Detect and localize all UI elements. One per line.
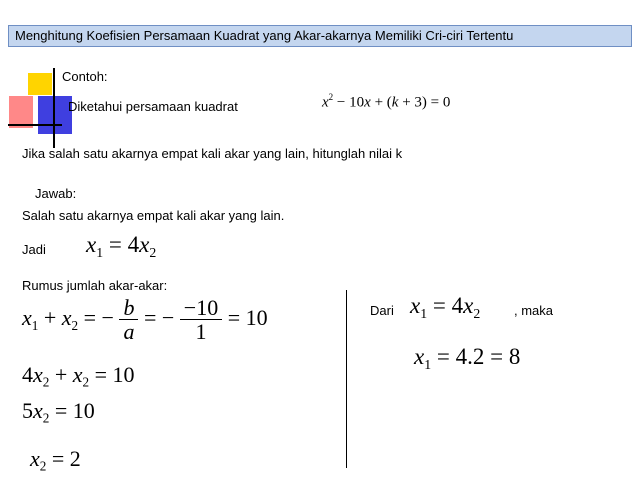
frac-b: b — [119, 296, 138, 320]
sum-equation — [22, 296, 268, 344]
step2-plus: + — [49, 362, 73, 387]
slide-title: Menghitung Koefisien Persamaan Kuadrat yang Akar-akarnya Memiliki Cri-ciri Tertentu — [8, 25, 632, 47]
jadi-x2: x — [139, 232, 150, 257]
question-text: Jika salah satu akarnya empat kali akar yang lain, hitunglah nilai k — [22, 146, 403, 161]
answer-intro: Salah satu akarnya empat kali akar yang lain. — [22, 208, 285, 223]
sum-x1: x — [22, 305, 32, 331]
sum-x1-sub: 1 — [31, 317, 39, 333]
jadi-x1: x — [86, 232, 97, 257]
fraction-b-over-a — [119, 296, 138, 344]
given-label: Diketahui persamaan kuadrat — [68, 99, 238, 114]
step3-x: x — [33, 398, 43, 423]
step3-equation — [22, 398, 95, 427]
sum-plus: + — [38, 305, 62, 331]
step3-rest: = 10 — [49, 398, 95, 423]
jadi-label: Jadi — [22, 242, 46, 257]
sum-label: Rumus jumlah akar-akar: — [22, 278, 168, 293]
step4-x: x — [30, 446, 40, 471]
dari-label: Dari — [370, 303, 394, 318]
step2-sub2: 2 — [82, 374, 90, 390]
maka-label: , maka — [514, 303, 554, 318]
decorative-horizontal-line — [8, 124, 62, 126]
step4-rest: = 2 — [46, 446, 81, 471]
final-rest: = 4.2 = 8 — [431, 344, 521, 369]
decorative-square-yellow — [28, 73, 52, 95]
final-x1: x — [414, 344, 425, 369]
dari-x2-sub: 2 — [473, 305, 481, 321]
decorative-square-blue — [38, 96, 72, 134]
sum-eq-neg2: = − — [138, 305, 175, 331]
decorative-vertical-line — [53, 68, 55, 148]
dari-equation — [410, 293, 480, 322]
eq-rest: + 3) = 0 — [398, 94, 451, 111]
jadi-equation — [86, 232, 156, 261]
dari-x2: x — [463, 293, 474, 318]
step3-sub: 2 — [42, 410, 50, 426]
answer-label: Jawab: — [35, 186, 77, 201]
eq-mid: − 10 — [333, 94, 365, 111]
step2-equation — [22, 362, 135, 391]
frac-a: a — [123, 319, 135, 345]
given-equation — [322, 92, 450, 111]
column-divider — [346, 290, 347, 468]
dari-x1: x — [410, 293, 421, 318]
eq-x: x — [322, 94, 329, 111]
step2-rest: = 10 — [89, 362, 135, 387]
sum-eq-neg: = − — [78, 305, 114, 331]
dari-x1-sub: 1 — [420, 305, 428, 321]
dari-mid: = 4 — [427, 293, 464, 318]
sum-x2: x — [61, 305, 72, 331]
jadi-x1-sub: 1 — [96, 244, 104, 260]
frac-den: 1 — [195, 319, 207, 345]
sum-x2-sub: 2 — [71, 317, 79, 333]
final-x1-sub: 1 — [424, 356, 432, 372]
step3-coef: 5 — [22, 398, 33, 423]
jadi-mid: = 4 — [103, 232, 140, 257]
step2-x2: x — [72, 362, 83, 387]
step4-equation — [30, 446, 81, 475]
fraction-neg10-over-1 — [180, 296, 222, 344]
eq-k: k — [391, 94, 399, 111]
eq-exponent: 2 — [328, 92, 334, 102]
step2-coef: 4 — [22, 362, 33, 387]
example-label: Contoh: — [62, 69, 108, 84]
eq-x2: x — [364, 94, 371, 111]
frac-num: −10 — [180, 296, 222, 320]
sum-result: = 10 — [222, 305, 268, 331]
step2-x: x — [33, 362, 43, 387]
final-equation — [414, 344, 520, 373]
eq-plus-paren: + ( — [370, 94, 392, 111]
step4-sub: 2 — [39, 458, 47, 474]
jadi-x2-sub: 2 — [149, 244, 157, 260]
step2-sub: 2 — [42, 374, 50, 390]
